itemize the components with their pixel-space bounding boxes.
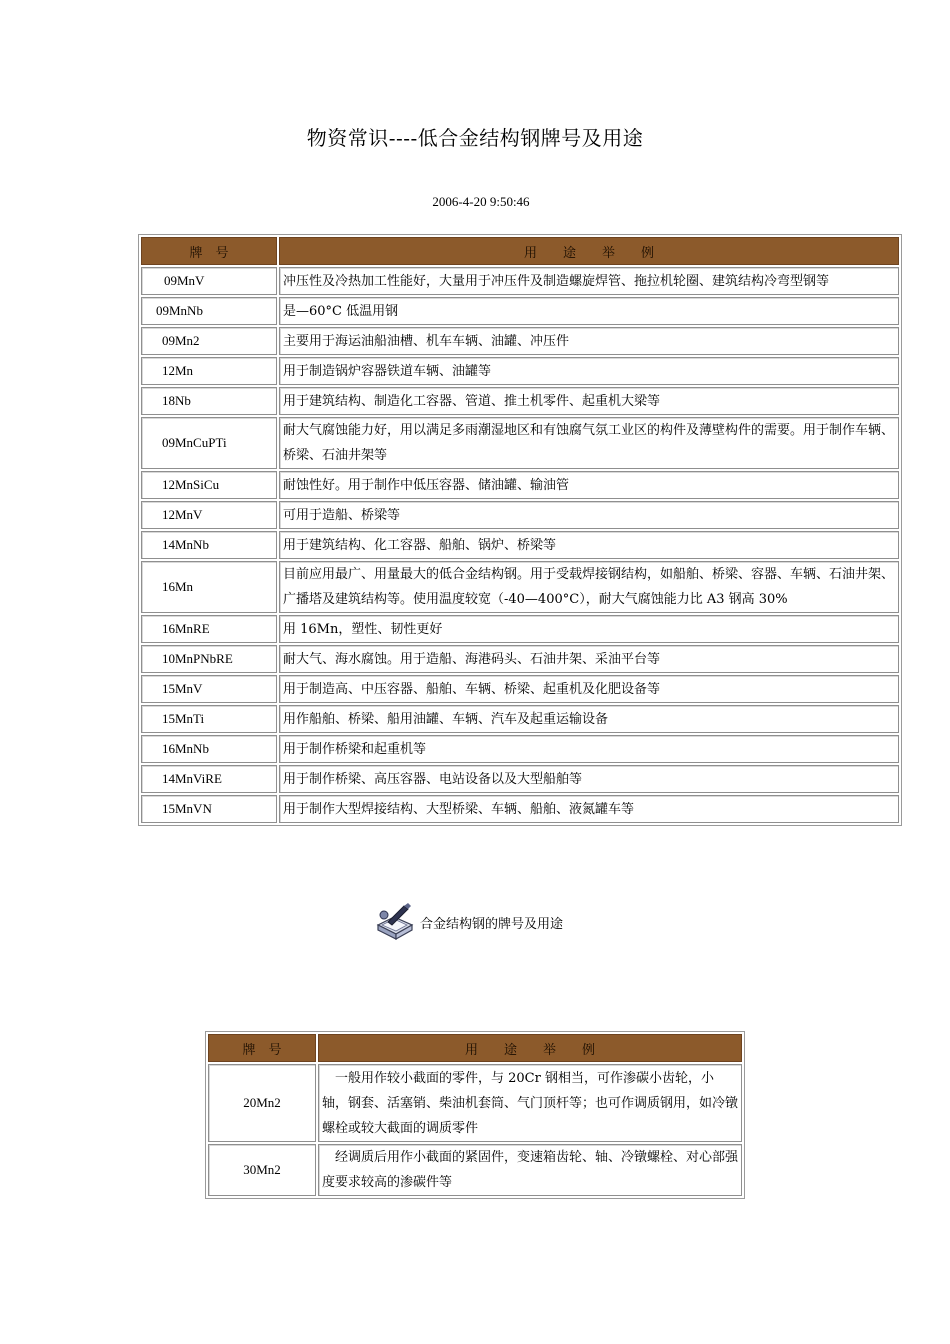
use-cell: 用于建筑结构、制造化工容器、管道、推土机零件、起重机大梁等 [279, 387, 899, 415]
header-use: 用 途 举 例 [318, 1034, 742, 1062]
table-row [141, 561, 899, 613]
use-cell: 经调质后用作小截面的紧固件，变速箱齿轮、轴、冷镦螺栓、对心部强度要求较高的渗碳件等 [318, 1144, 742, 1196]
use-cell: 用于制作桥梁、高压容器、电站设备以及大型船舶等 [279, 765, 899, 793]
use-cell: 用于制作大型焊接结构、大型桥梁、车辆、船舶、液氮罐车等 [279, 795, 899, 823]
grade-cell: 14MnNb [141, 531, 277, 559]
grade-cell: 30Mn2 [208, 1144, 316, 1196]
grade-cell: 14MnViRE [141, 765, 277, 793]
page-title: 物资常识----低合金结构钢牌号及用途 [306, 126, 644, 150]
header-grade: 牌 号 [141, 237, 277, 265]
use-cell: 是—60°C 低温用钢 [279, 297, 899, 325]
grade-cell: 16MnNb [141, 735, 277, 763]
table-row [141, 705, 899, 733]
grade-cell: 10MnPNbRE [141, 645, 277, 673]
use-cell: 耐大气腐蚀能力好，用以满足多雨潮湿地区和有蚀腐气氛工业区的构件及薄壁构件的需要。用于制作车辆、桥梁、石油井架等 [279, 417, 899, 469]
table-row [141, 357, 899, 385]
table-row [208, 1144, 742, 1196]
header-use: 用 途 举 例 [279, 237, 899, 265]
table-row [141, 765, 899, 793]
use-cell: 耐大气、海水腐蚀。用于造船、海港码头、石油井架、采油平台等 [279, 645, 899, 673]
table-row [141, 267, 899, 295]
grade-cell: 09Mn2 [141, 327, 277, 355]
grade-cell: 12Mn [141, 357, 277, 385]
table-row [141, 531, 899, 559]
use-cell: 目前应用最广、用量最大的低合金结构钢。用于受载焊接钢结构，如船舶、桥梁、容器、车辆、石油井架、广播塔及建筑结构等。使用温度较宽（-40—400°C），耐大气腐蚀能力比 A3 钢高 30% [279, 561, 899, 613]
use-cell: 用于制造锅炉容器铁道车辆、油罐等 [279, 357, 899, 385]
grade-cell: 16Mn [141, 561, 277, 613]
grade-cell: 15MnVN [141, 795, 277, 823]
image-caption [374, 900, 563, 944]
grade-cell: 09MnNb [141, 297, 277, 325]
table-row [141, 387, 899, 415]
grade-cell: 15MnTi [141, 705, 277, 733]
use-cell: 用于制造高、中压容器、船舶、车辆、桥梁、起重机及化肥设备等 [279, 675, 899, 703]
grade-cell: 16MnRE [141, 615, 277, 643]
use-cell: 主要用于海运油船油槽、机车车辆、油罐、冲压件 [279, 327, 899, 355]
alloy-steel-table [205, 1031, 745, 1199]
grade-cell: 09MnCuPTi [141, 417, 277, 469]
table-row [141, 675, 899, 703]
table-header-row [141, 237, 899, 265]
table-row [141, 615, 899, 643]
table-row [141, 735, 899, 763]
grade-cell: 15MnV [141, 675, 277, 703]
use-cell: 用作船舶、桥梁、船用油罐、车辆、汽车及起重运输设备 [279, 705, 899, 733]
table-row [141, 501, 899, 529]
grade-cell: 12MnSiCu [141, 471, 277, 499]
grade-cell: 09MnV [141, 267, 277, 295]
publish-date: 2006-4-20 9:50:46 [432, 194, 530, 209]
table-row [141, 471, 899, 499]
use-cell: 可用于造船、桥梁等 [279, 501, 899, 529]
header-grade: 牌 号 [208, 1034, 316, 1062]
grade-cell: 18Nb [141, 387, 277, 415]
table-row [141, 297, 899, 325]
book-pen-icon [374, 901, 416, 943]
table-row [141, 417, 899, 469]
grade-cell: 12MnV [141, 501, 277, 529]
table-row [141, 795, 899, 823]
low-alloy-steel-table [138, 234, 902, 826]
use-cell: 用于制作桥梁和起重机等 [279, 735, 899, 763]
table-row [141, 327, 899, 355]
use-cell: 耐蚀性好。用于制作中低压容器、储油罐、输油管 [279, 471, 899, 499]
table-row [141, 645, 899, 673]
table-header-row [208, 1034, 742, 1062]
use-cell: 冲压性及冷热加工性能好，大量用于冲压件及制造螺旋焊管、拖拉机轮圈、建筑结构冷弯型钢等 [279, 267, 899, 295]
caption-text: 合金结构钢的牌号及用途 [420, 916, 564, 932]
use-cell: 一般用作较小截面的零件，与 20Cr 钢相当，可作渗碳小齿轮，小轴，钢套、活塞销、柴油机套筒、气门顶杆等；也可作调质钢用，如冷镦螺栓或较大截面的调质零件 [318, 1064, 742, 1142]
grade-cell: 20Mn2 [208, 1064, 316, 1142]
use-cell: 用 16Mn，塑性、韧性更好 [279, 615, 899, 643]
table-row [208, 1064, 742, 1142]
use-cell: 用于建筑结构、化工容器、船舶、锅炉、桥梁等 [279, 531, 899, 559]
